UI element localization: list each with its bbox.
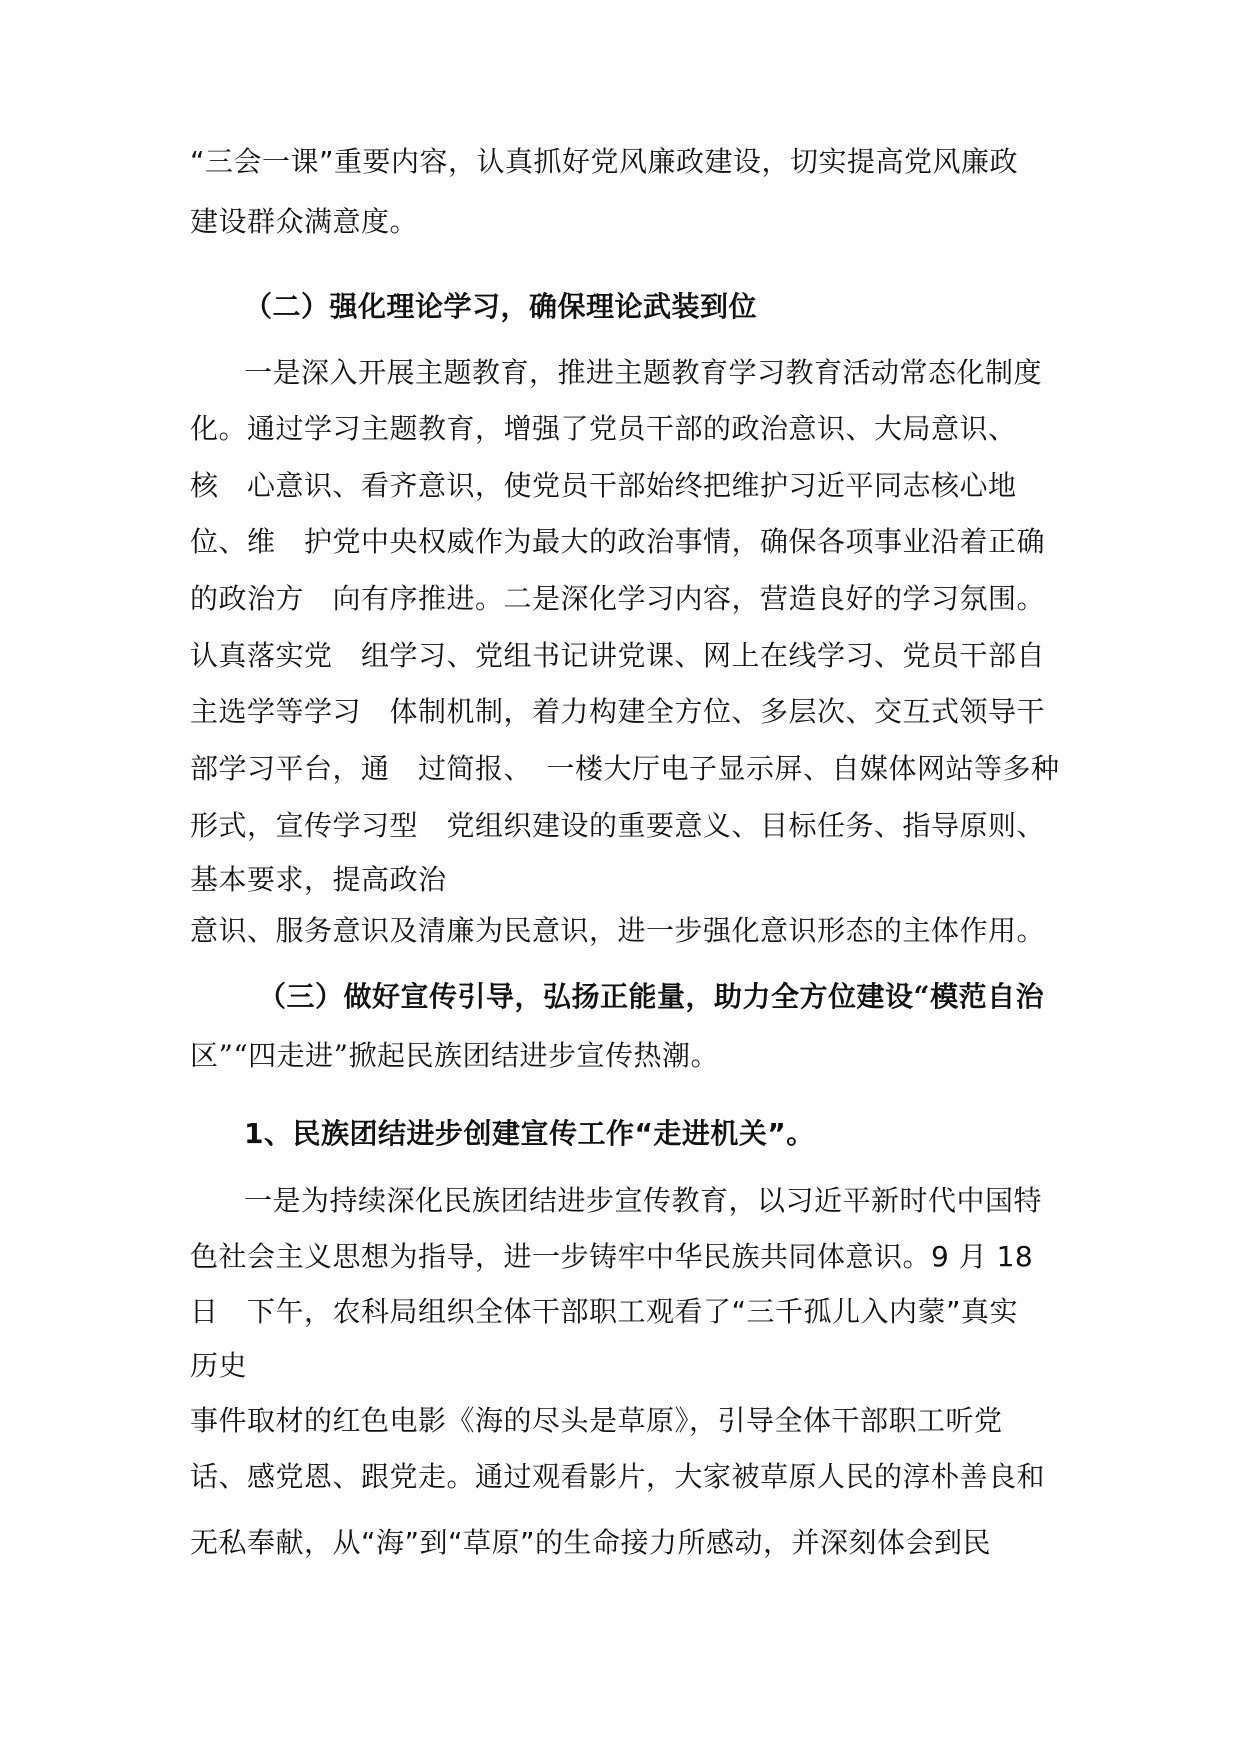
section-heading: （二）强化理论学习，确保理论武装到位 bbox=[244, 290, 758, 323]
paragraph-line: 意识、服务意识及清廉为民意识，进一步强化意识形态的主体作用。 bbox=[190, 914, 1046, 947]
paragraph-line: 历史 bbox=[190, 1349, 248, 1382]
paragraph-line: 的政治方 向有序推进。二是深化学习内容，营造良好的学习氛围。 bbox=[190, 582, 1046, 615]
paragraph-line: “三会一课”重要内容，认真抓好党风廉政建设，切实提高党风廉政 bbox=[190, 145, 1019, 178]
paragraph-line: 一是为持续深化民族团结进步宣传教育，以习近平新时代中国特 bbox=[244, 1184, 1043, 1217]
paragraph-line: 主选学等学习 体制机制，着力构建全方位、多层次、交互式领导干 bbox=[190, 695, 1046, 728]
paragraph-line: 日 下午，农科局组织全体干部职工观看了“三千孤儿入内蒙”真实 bbox=[190, 1295, 1019, 1328]
paragraph-line: 位、维 护党中央权威作为最大的政治事情，确保各项事业沿着正确 bbox=[190, 525, 1046, 558]
paragraph-line: 一是深入开展主题教育，推进主题教育学习教育活动常态化制度 bbox=[244, 356, 1043, 389]
paragraph-line: 形式，宣传学习型 党组织建设的重要意义、目标任务、指导原则、 bbox=[190, 809, 1046, 842]
paragraph-line: 核 心意识、看齐意识，使党员干部始终把维护习近平同志核心地 bbox=[190, 469, 1017, 502]
paragraph-line: 话、感党恩、跟党走。通过观看影片，大家被草原人民的淳朴善良和 bbox=[190, 1460, 1046, 1493]
paragraph-line: 部学习平台，通 过简报、 一楼大厅电子显示屏、自媒体网站等多种 bbox=[190, 752, 1060, 785]
paragraph-line: 基本要求，提高政治 bbox=[190, 863, 447, 896]
paragraph-line: 建设群众满意度。 bbox=[190, 205, 419, 238]
section-heading: （三）做好宣传引导，弘扬正能量，助力全方位建设“模范自治 bbox=[258, 980, 1045, 1013]
paragraph-line: 色社会主义思想为指导，进一步铸牢中华民族共同体意识。9 月 18 bbox=[190, 1240, 1034, 1273]
paragraph-line: 事件取材的红色电影《海的尽头是草原》，引导全体干部职工听党 bbox=[190, 1404, 1003, 1437]
section-heading-continued: 区”“四走进”掀起民族团结进步宣传热潮。 bbox=[190, 1039, 719, 1072]
paragraph-line: 认真落实党 组学习、党组书记讲党课、网上在线学习、党员干部自 bbox=[190, 639, 1046, 672]
paragraph-line: 无私奉献，从“海”到“草原”的生命接力所感动，并深刻体会到民 bbox=[190, 1526, 992, 1559]
paragraph-line: 化。通过学习主题教育，增强了党员干部的政治意识、大局意识、 bbox=[190, 412, 1017, 445]
subsection-heading: 1、民族团结进步创建宣传工作“走进机关”。 bbox=[244, 1117, 815, 1150]
